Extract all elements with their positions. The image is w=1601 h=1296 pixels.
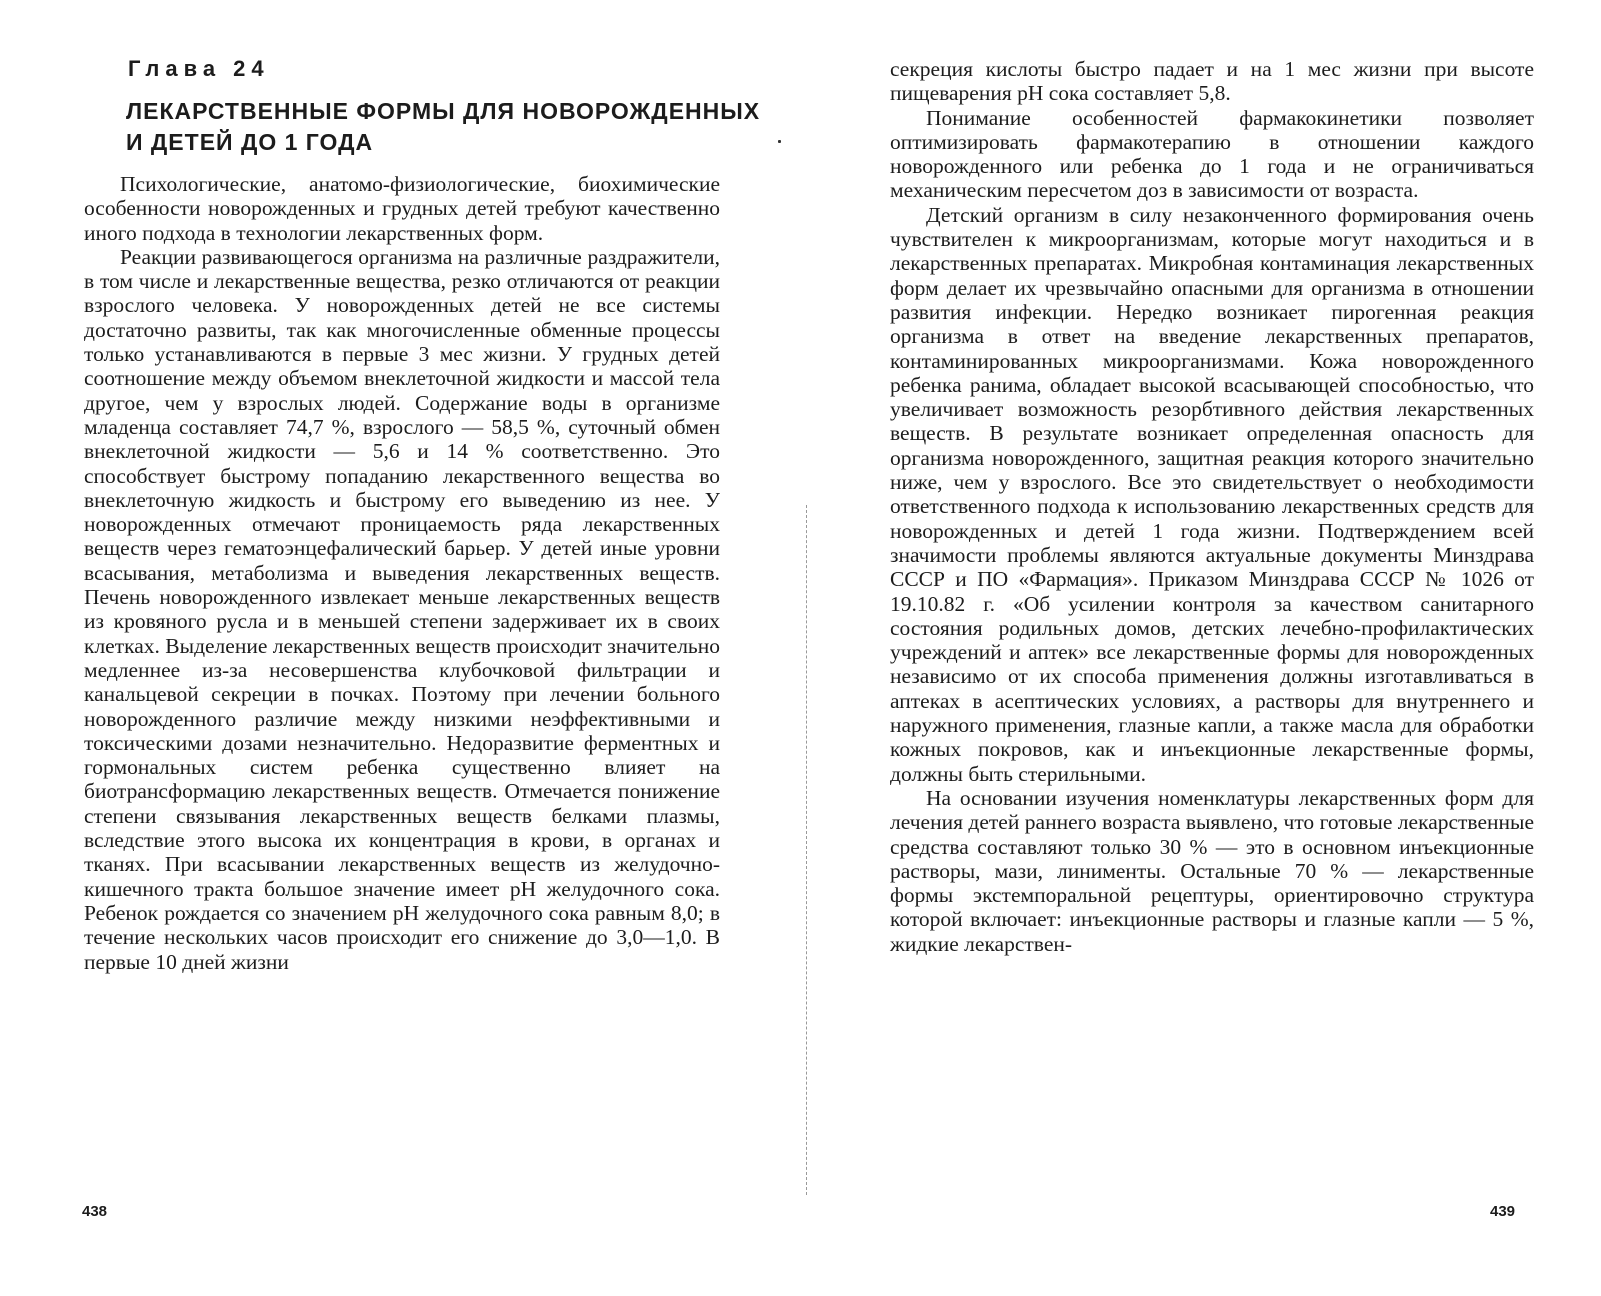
paragraph-continued: секреция кислоты быстро падает и на 1 мес жизни при высоте пищеварения pH сока составляет 5,8. xyxy=(890,57,1534,106)
chapter-label: Глава 24 xyxy=(128,56,270,81)
page-number: 439 xyxy=(1490,1203,1516,1220)
paragraph: Понимание особенностей фармакокинетики позволяет оптимизировать фармакотерапию в отношении каждого новорожденного или ребенка до 1 года и не ограничиваться механическим пересчетом доз в зависимости от возраста. xyxy=(890,105,1534,203)
page-number: 438 xyxy=(82,1203,108,1220)
right-page xyxy=(800,0,1601,1296)
paragraph: Детский организм в силу незаконченного формирования очень чувствителен к микроорганизмам, которые могут находиться и в лекарственных препаратах. Микробная контаминация лекарственных форм делает их чрезвычайно опасными для организма в отношении развития инфекции. Нередко возникает пирогенная реакция организма в ответ на введение лекарственных препаратов, контаминированных микроорганизмами. Кожа новорожденного ребенка ранима, обладает высокой всасывающей способностью, что увеличивает возможность резорбтивного действия лекарственных веществ. В результате возникает определенная опасность для организма новорожденного, защитная реакция которого значительно ниже, чем у взрослого. Все это свидетельствует о необходимости ответственного подхода к использованию лекарственных средств для новорожденных и детей 1 года жизни. Подтверждением всей значимости проблемы являются актуальные документы Минздрава СССР и ПО «Фармация». Приказом Минздрава СССР № 1026 от 19.10.82 г. «Об усилении контроля за качеством санитарного состояния родильных домов, детских лечебно-профилактических учреждений и аптек» все лекарственные формы для новорожденных независимо от их способа применения должны изготавливаться в аптеках в асептических условиях, а растворы для внутреннего и наружного применения, глазные капли, а также масла для обработки кожных покровов, как и инъекционные лекарственные формы, должны быть стерильными. xyxy=(890,202,1534,786)
right-text-column xyxy=(890,57,1534,956)
paragraph: На основании изучения номенклатуры лекарственных форм для лечения детей раннего возраста выявлено, что готовые лекарственные средства составляют только 30 % — это в основном инъекционные растворы, мази, линименты. Остальные 70 % — лекарственные формы экстемпоральной рецептуры, ориентировочно структура которой включает: инъекционные растворы и глазные капли — 5 %, жидкие лекарствен- xyxy=(890,785,1534,956)
chapter-title: ЛЕКАРСТВЕННЫЕ ФОРМЫ ДЛЯ НОВОРОЖДЕННЫХ И ДЕТЕЙ ДО 1 ГОДА xyxy=(126,98,761,155)
paragraph: Психологические, анатомо-физиологические, биохимические особенности новорожденных и грудных детей требуют качественно иного подхода в технологии лекарственных форм. xyxy=(84,172,720,245)
print-speck xyxy=(778,140,781,143)
paragraph: Реакции развивающегося организма на различные раздражители, в том числе и лекарственные вещества, резко отличаются от реакции взрослого человека. У новорожденных детей не все системы достаточно развиты, так как многочисленные обменные процессы только устанавливаются в первые 3 мес жизни. У грудных детей соотношение между объемом внеклеточной жидкости и массой тела другое, чем у взрослых людей. Содержание воды в организме младенца составляет 74,7 %, взрослого — 58,5 %, суточный обмен внеклеточной жидкости — 5,6 и 14 % соответственно. Это способствует быстрому попаданию лекарственного вещества во внеклеточную жидкость и быстрому его выведению из нее. У новорожденных отмечают проницаемость ряда лекарственных веществ через гематоэнцефалический барьер. У детей иные уровни всасывания, метаболизма и выведения лекарственных веществ. Печень новорожденного извлекает меньше лекарственных веществ из кровяного русла и в меньшей степени задерживает их в своих клетках. Выделение лекарственных веществ происходит значительно медленнее из-за несовершенства клубочковой фильтрации и канальцевой секреции в почках. Поэтому при лечении больного новорожденного различие между низкими неэффективными и токсическими дозами незначительно. Недоразвитие ферментных и гормональных систем ребенка существенно влияет на биотрансформацию лекарственных веществ. Отмечается понижение степени связывания лекарственных веществ белками плазмы, вследствие этого высока их концентрация в крови, в органах и тканях. При всасывании лекарственных веществ из желудочно-кишечного тракта большое значение имеет pH желудочного сока. Ребенок рождается со значением pH желудочного сока равным 8,0; в течение нескольких часов происходит его снижение до 3,0—1,0. В первые 10 дней жизни xyxy=(84,244,720,974)
left-page xyxy=(0,0,800,1296)
left-text-column xyxy=(84,172,720,974)
